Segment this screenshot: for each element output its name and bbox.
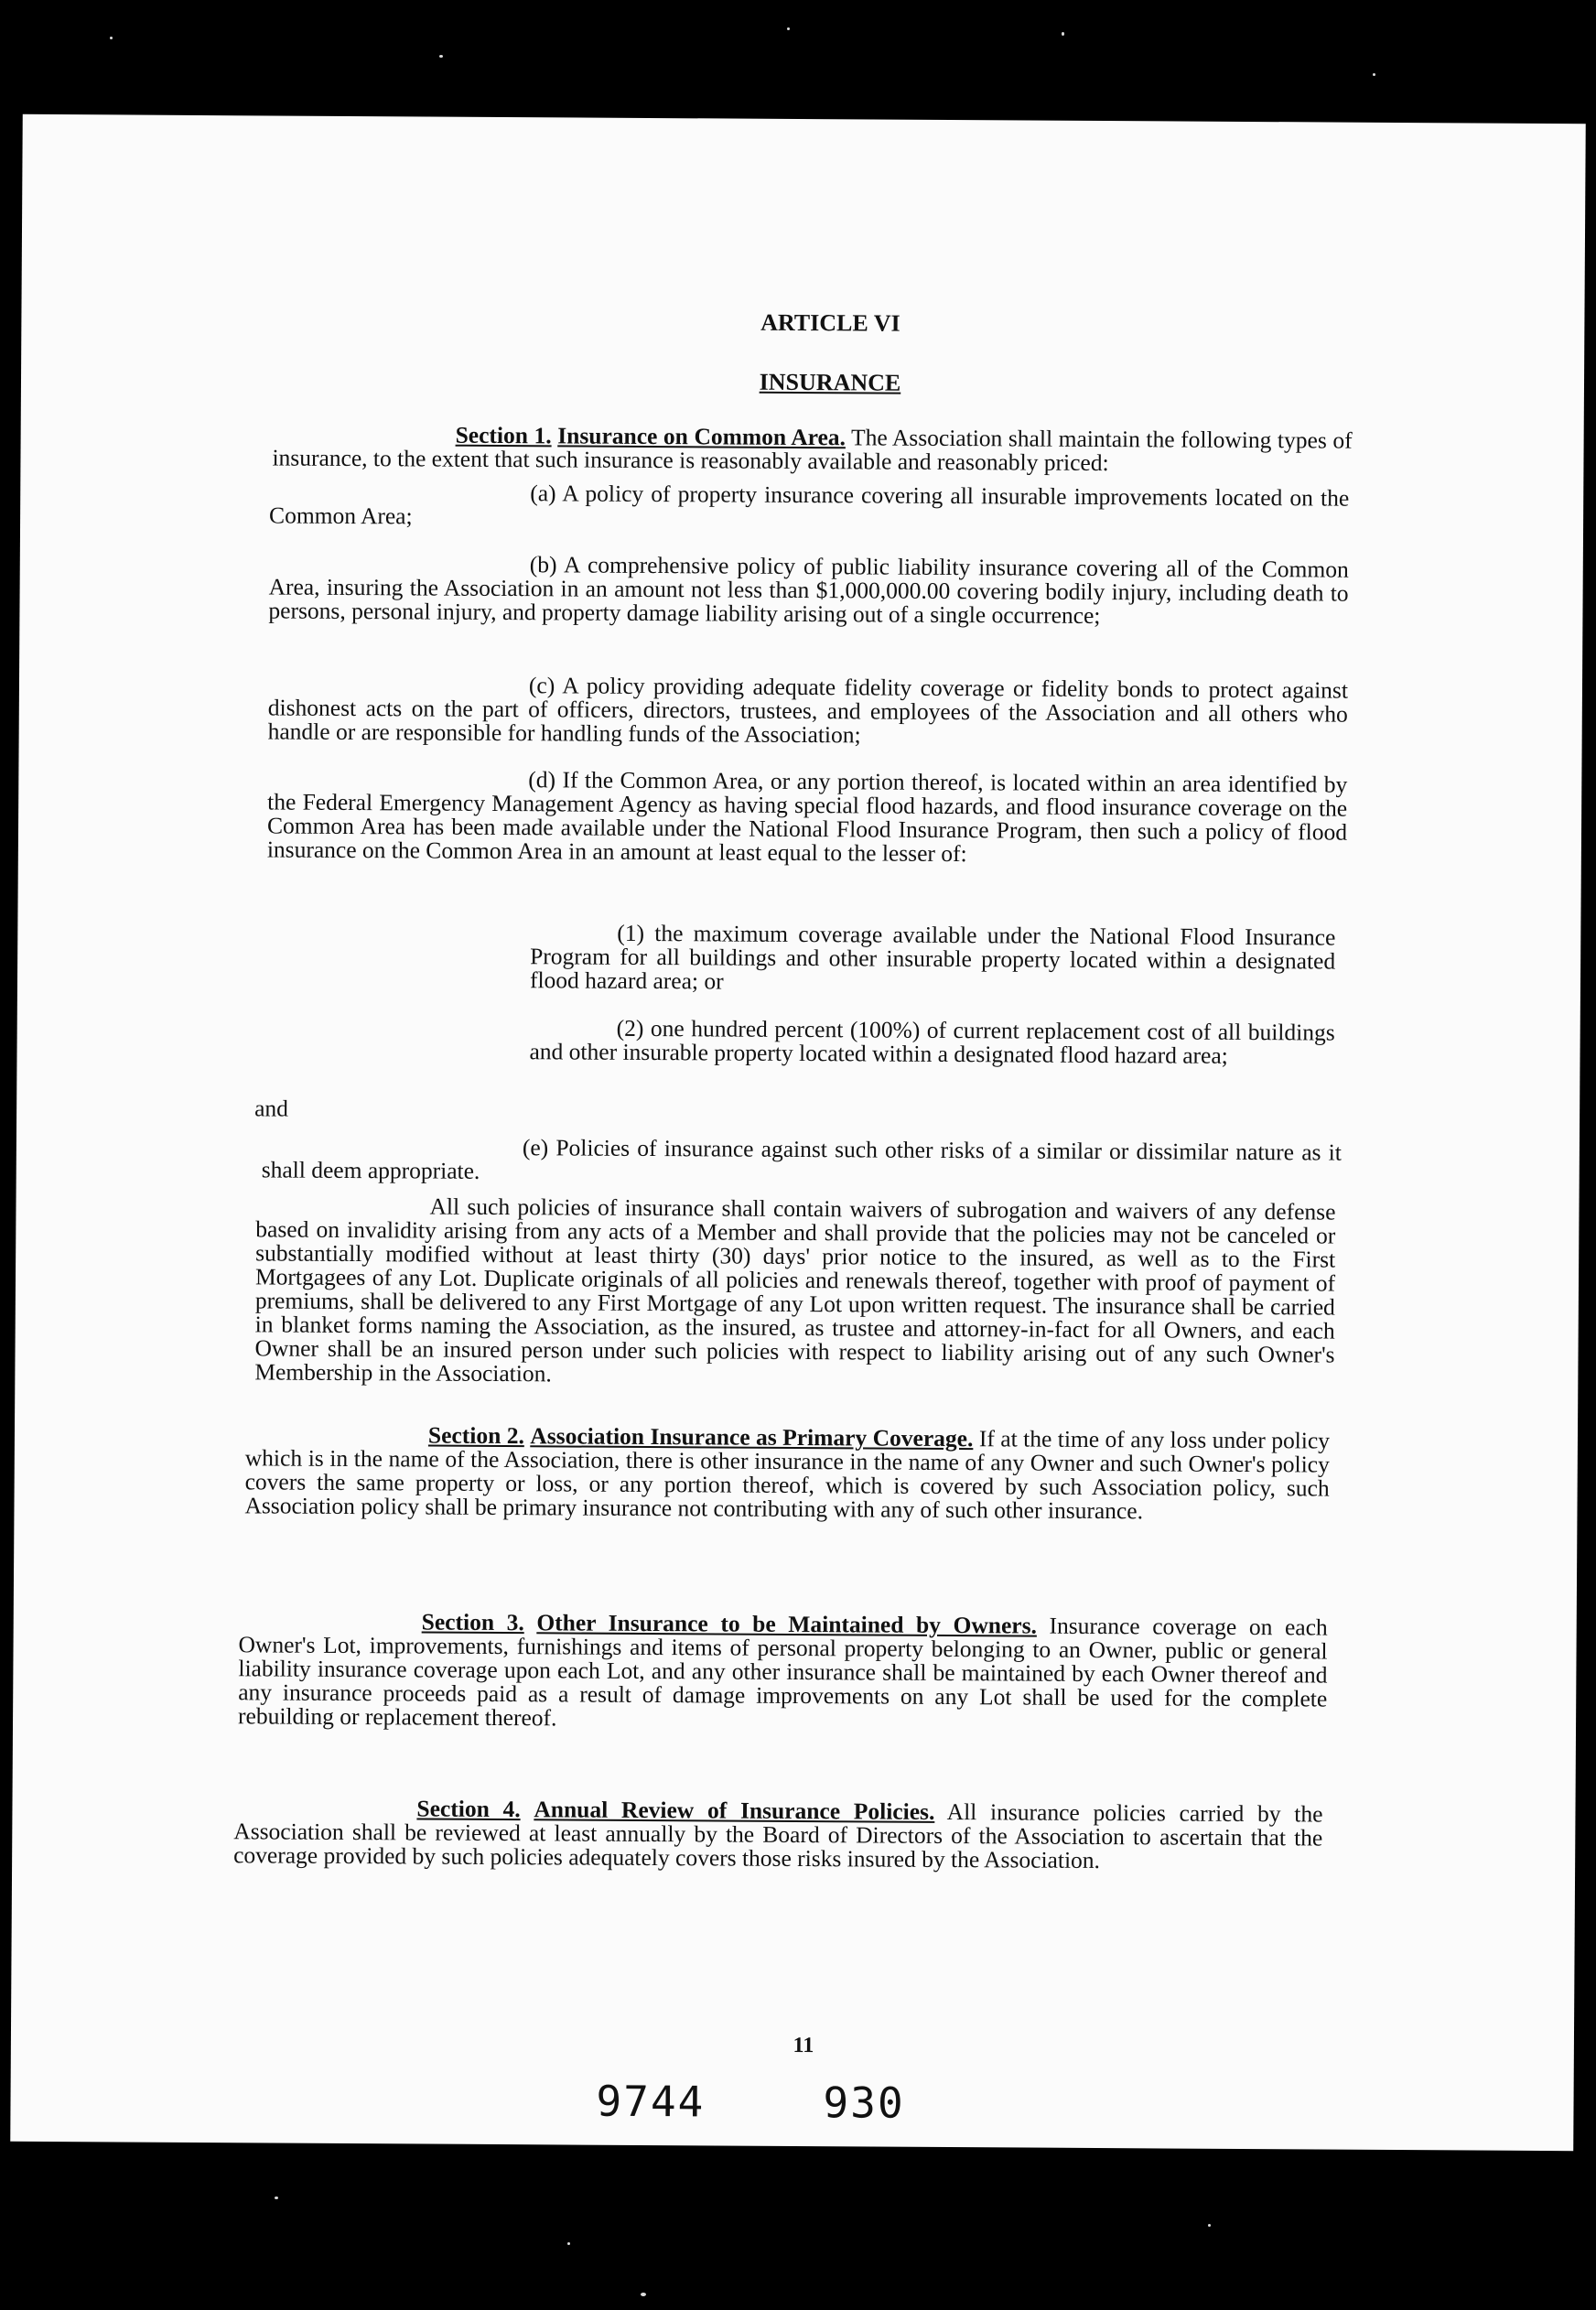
scan-speck: [1062, 32, 1064, 36]
section-4-body: All insurance policies carried by the Association shall be reviewed at least annually by the Board of Directors of the Association to ascertain that the coverage provided by such policies adequately covers those risks insured by the Association.: [233, 1798, 1323, 1874]
scan-speck: [1373, 73, 1375, 76]
clause-c: (c) A policy providing adequate fidelity coverage or fidelity bonds to protect against dishonest acts on the part of officers, directors, trustees, and employees of the Association and all others who handle or are responsible for handling funds of the Association;: [267, 672, 1349, 749]
scan-speck: [567, 2242, 570, 2245]
clause-e: (e) Policies of insurance against such other risks of a similar or dissimilar nature as it shall deem appropriate.: [261, 1134, 1342, 1184]
scan-speck: [641, 2293, 646, 2296]
section-2-body: If at the time of any loss under policy which is in the name of the Association, there is other insurance in the name of any Owner and such Owner's policy covers the same property or loss, or any portion thereof, which is covered by such Association policy, such Association policy shall be primary insurance not contributing with any of such other insurance.: [244, 1425, 1331, 1525]
section-1-label: Section 1.: [455, 421, 552, 449]
clause-b: (b) A comprehensive policy of public liability insurance covering all of the Common Area, insuring the Association in an amount not less than $1,000,000.00 covering bodily injury, including death to persons, personal injury, and property damage liability arising out of a single occurrence;: [268, 551, 1349, 630]
and-connector: and: [254, 1095, 289, 1122]
clause-d2: (2) one hundred percent (100%) of current replacement cost of all buildings and other insurable property located within a designated flood hazard area;: [529, 1014, 1335, 1069]
scan-speck: [110, 37, 113, 39]
section-3-body: Insurance coverage on each Owner's Lot, improvements, furnishings and items of personal property belonging to an Owner, public or general liability insurance coverage upon each Lot, and any other insurance shall be maintained by each Owner thereof and any insurance proceeds paid as a result of damage improvements on any Lot shall be used for the complete rebuilding or replacement thereof.: [238, 1612, 1328, 1732]
stamp-number-left: 9744: [596, 2076, 706, 2127]
section-3: [238, 1609, 1328, 1734]
scan-speck: [275, 2197, 278, 2199]
section-4-title: Annual Review of Insurance Policies.: [534, 1796, 935, 1825]
section-1-intro-text: The Association shall maintain the following types of insurance, to the extent that such insurance is reasonably available and reasonably priced:: [272, 424, 1353, 477]
section-3-title: Other Insurance to be Maintained by Owners.: [536, 1609, 1038, 1639]
clause-d: (d) If the Common Area, or any portion thereof, is located within an area identified by the Federal Emergency Management Agency as having special flood hazards, and flood insurance coverage on the Common Area has been made available under the National Flood Insurance Program, then such a policy of flood insurance on the Common Area in an amount at least equal to the lesser of:: [266, 766, 1348, 868]
scan-speck: [1208, 2224, 1211, 2227]
scan-speck: [439, 55, 443, 58]
section-1-intro: [272, 422, 1352, 476]
document-page: [10, 114, 1585, 2151]
clause-a: (a) A policy of property insurance covering all insurable improvements located on the Common Area;: [269, 480, 1350, 530]
waivers-paragraph: All such policies of insurance shall contain waivers of subrogation and waivers of any defense based on invalidity arising from any acts of a Member and shall provide that the policies may not be canceled or substantially modified without at least thirty (30) days' prior notice to the insured, as well as to the First Mortgagees of any Lot. Duplicate originals of all policies and renewals thereof, together with proof of payment of premiums, shall be delivered to any First Mortgage of any Lot upon written request. The insurance shall be carried in blanket forms naming the Association, as the insured, as trustee and attorney-in-fact for all Owners, and each Owner shall be an insured person under such policies with respect to liability arising out of any such Owner's Membership in the Association.: [254, 1193, 1336, 1387]
stamp-number-right: 930: [823, 2078, 905, 2128]
section-2-label: Section 2.: [427, 1421, 524, 1450]
section-2: [244, 1422, 1330, 1524]
section-3-label: Section 3.: [421, 1608, 524, 1636]
clause-d1: (1) the maximum coverage available under the National Flood Insurance Program for all buildings and other insurable property located within a designated flood hazard area; or: [529, 919, 1336, 995]
page-number: 11: [793, 2033, 814, 2058]
section-1-title: Insurance on Common Area.: [557, 422, 847, 451]
section-4: [233, 1796, 1322, 1873]
article-heading: ARTICLE VI: [760, 308, 900, 337]
insurance-title: INSURANCE: [759, 368, 901, 396]
section-2-title: Association Insurance as Primary Coverage.: [530, 1422, 974, 1452]
scan-speck: [787, 27, 790, 30]
section-4-label: Section 4.: [416, 1795, 521, 1823]
